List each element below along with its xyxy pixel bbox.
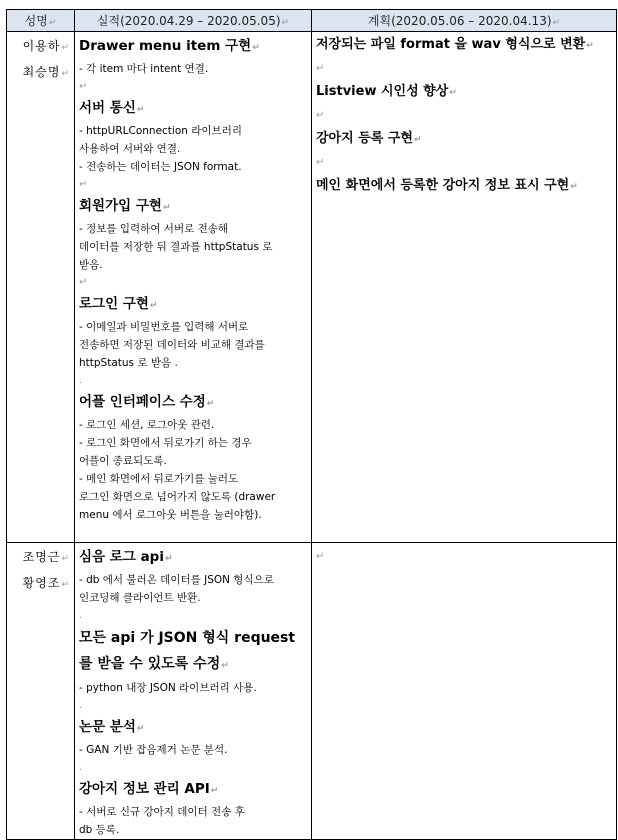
header-actual: 실적(2020.04.29 – 2020.05.05)↵ [75, 10, 312, 32]
names-cell: 조명근↵ 황영조↵ [7, 543, 75, 840]
header-plan: 계획(2020.05.06 – 2020.04.13)↵ [312, 10, 617, 32]
actual-cell: 심음 로그 api↵ - db 에서 불러온 데이터를 JSON 형식으로 인코딩해 클라이언트 반환. . 모든 api 가 JSON 형식 request 를 받을 수 있도록 수정↵ - python 내장 JSON 라이브러리 사용. . 논문 분석↵ - GAN 기반 잡음제거 논문 분석. . 강아지 정보 관리 API↵ - 서버로 신규 강아지 데이터 전송 후 db 등록. [75, 543, 312, 840]
plan-cell: ↵ [312, 543, 617, 840]
plan-cell: 저장되는 파일 format 을 wav 형식으로 변환↵ ↵ Listview 시인성 향상↵ ↵ 강아지 등록 구현↵ ↵ 메인 화면에서 등록한 강아지 정보 표시 구현↵ [312, 32, 617, 543]
actual-cell: Drawer menu item 구현↵ - 각 item 마다 intent 연결. ↵ 서버 통신↵ - httpURLConnection 라이브러리 사용하여 서버와 연결. - 전송하는 데이터는 JSON format. ↵ 회원가입 구현↵ - 정보를 입력하여 서버로 전송해 데이터를 저장한 뒤 결과를 httpStatus 로 받음. ↵ 로그인 구현↵ - 이메일과 비밀번호를 입력해 서버로 전송하면 저장된 데이터와 비교해 결과를 httpStatus 로 받음 . . 어플 인터페이스 수정↵ - 로그인 세션, 로그아웃 관련. - 로그인 화면에서 뒤로가기 하는 경우 어플이 종료되도록. - 메인 화면에서 뒤로가기를 눌러도 로그인 화면으로 넘어가지 않도록 (drawer menu 에서 로그아웃 버튼을 눌러야함). [75, 32, 312, 543]
weekly-report-table [6, 9, 617, 840]
header-row [7, 10, 617, 32]
header-name: 성명↵ [7, 10, 75, 32]
table-row [7, 543, 617, 840]
names-cell: 이용하↵ 최승명↵ [7, 32, 75, 543]
table-row [7, 32, 617, 543]
